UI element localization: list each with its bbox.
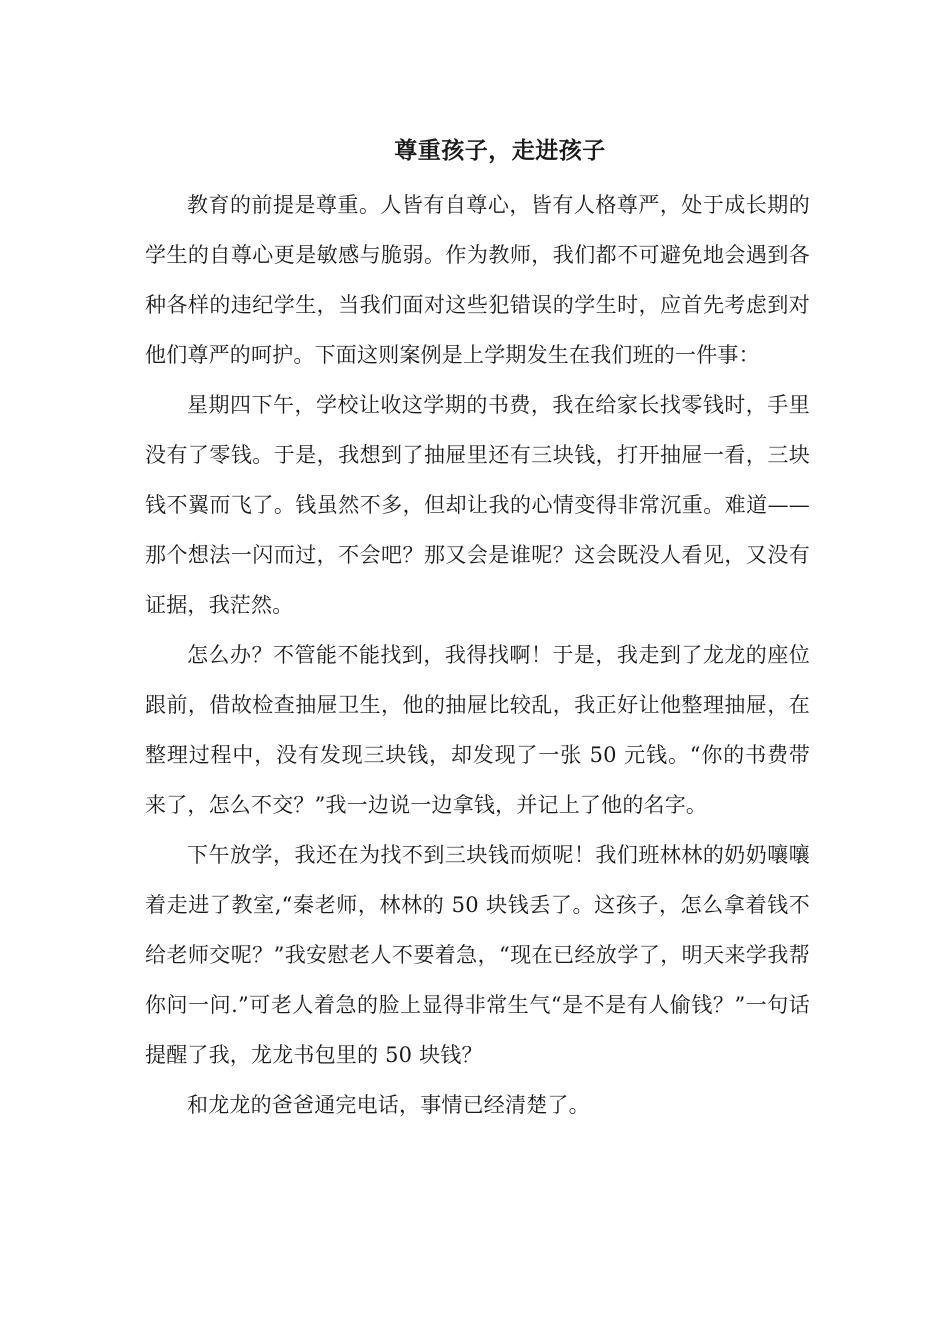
document-title: 尊重孩子，走进孩子 <box>394 137 606 164</box>
paragraph-4: 下午放学，我还在为找不到三块钱而烦呢！我们班林林的奶奶嚷嚷着走进了教室,“秦老师，林林的 50 块钱丢了。这孩子，怎么拿着钱不给老师交呢？”我安慰老人不要着急，“现在已经放学了，明天来学我帮你问一问.”可老人着急的脸上显得非常生气“是不是有人偷钱？”一句话提醒了我，龙龙书包里的 50 块钱？ <box>145 843 810 1067</box>
paragraph-5: 和龙龙的爸爸通完电话，事情已经清楚了。 <box>187 1093 590 1117</box>
paragraph-2: 星期四下午，学校让收这学期的书费，我在给家长找零钱时，手里没有了零钱。于是，我想到了抽屉里还有三块钱，打开抽屉一看，三块钱不翼而飞了。钱虽然不多，但却让我的心情变得非常沉重。难道——那个想法一闪而过，不会吧？那又会是谁呢？这会既没人看见，又没有证据，我茫然。 <box>145 393 810 617</box>
document-body <box>145 180 810 1130</box>
paragraph-3: 怎么办？不管能不能找到，我得找啊！于是，我走到了龙龙的座位跟前，借故检查抽屉卫生，他的抽屉比较乱，我正好让他整理抽屉，在整理过程中，没有发现三块钱，却发现了一张 50 元钱。“你的书费带来了，怎么不交？”我一边说一边拿钱，并记上了他的名字。 <box>145 643 810 817</box>
paragraph-1: 教育的前提是尊重。人皆有自尊心，皆有人格尊严，处于成长期的学生的自尊心更是敏感与脆弱。作为教师，我们都不可避免地会遇到各种各样的违纪学生，当我们面对这些犯错误的学生时，应首先考虑到对他们尊严的呵护。下面这则案例是上学期发生在我们班的一件事： <box>145 193 810 367</box>
